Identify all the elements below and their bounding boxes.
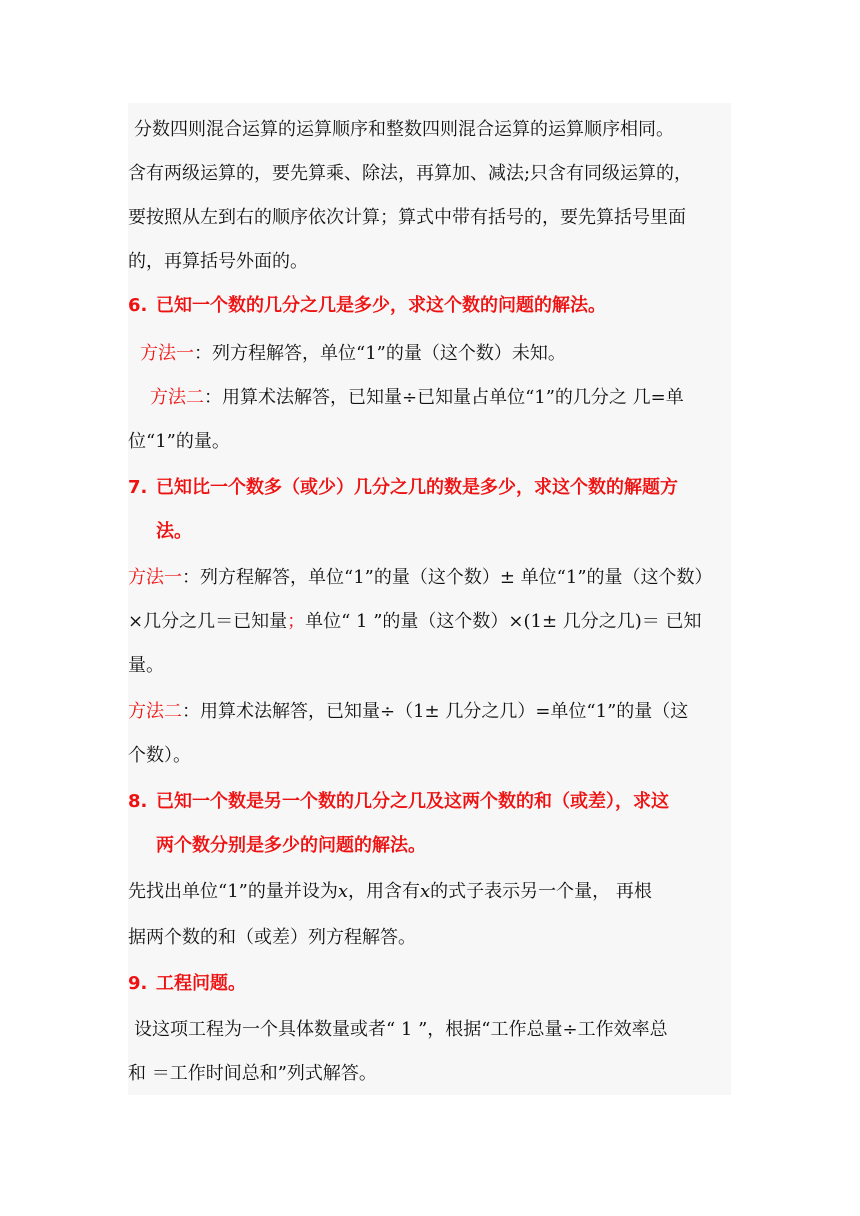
paragraph-line <box>128 877 731 907</box>
section-heading-7 <box>128 473 731 503</box>
method-text: ：用算术法解答，已知量÷（1± 几分之几）=单位“1”的量（这 <box>182 701 689 722</box>
method-label: 方法二 <box>128 701 182 722</box>
method-label: 方法一 <box>128 567 182 588</box>
paragraph-line: 含有两级运算的，要先算乘、除法，再算加、减法;只含有同级运算的， <box>128 163 693 184</box>
section-title-continued: 两个数分别是多少的问题的解法。 <box>156 835 426 856</box>
method-text: ：列方程解答，单位“1”的量（这个数）± 单位“1”的量（这个数） <box>182 567 713 588</box>
section-number: 6. <box>128 295 148 316</box>
method-text: ：列方程解答，单位“1”的量（这个数）未知。 <box>194 343 566 364</box>
section-heading-9 <box>128 969 731 999</box>
text: ，用含有 <box>348 881 421 902</box>
method-line-continued: 量。 <box>128 655 164 676</box>
document-page <box>128 103 731 1095</box>
method-label: 方法一 <box>140 343 194 364</box>
method-line <box>128 563 731 593</box>
paragraph-line: 设这项工程为一个具体数量或者“ 1 ”，根据“工作总量÷工作效率总 <box>134 1019 668 1040</box>
variable: x <box>337 881 349 902</box>
paragraph-line: 和 ＝工作时间总和”列式解答。 <box>128 1063 377 1084</box>
method-text: ×几分之几＝已知量 <box>128 611 288 632</box>
method-line-continued: 位“1”的量。 <box>128 431 230 452</box>
method-line <box>140 339 743 369</box>
section-number: 8. <box>128 791 148 812</box>
method-line-continued <box>128 607 731 637</box>
text: 的式子表示另一个量， 再根 <box>430 881 652 902</box>
section-number: 9. <box>128 973 148 994</box>
paragraph-line: 分数四则混合运算的运算顺序和整数四则混合运算的运算顺序相同。 <box>134 119 674 140</box>
method-line <box>128 697 731 727</box>
method-label: 方法二 <box>150 387 204 408</box>
method-text: 单位“ 1 ”的量（这个数）×(1± 几分之几)＝ 已知 <box>305 611 702 632</box>
paragraph-line: 要按照从左到右的顺序依次计算；算式中带有括号的，要先算括号里面 <box>128 207 686 228</box>
method-line <box>150 383 753 413</box>
section-title: 已知一个数的几分之几是多少，求这个数的问题的解法。 <box>156 295 606 316</box>
section-heading-6 <box>128 291 731 321</box>
text: 先找出单位“1”的量并设为 <box>128 881 338 902</box>
section-title: 已知一个数是另一个数的几分之几及这两个数的和（或差），求这 <box>156 791 669 812</box>
section-title: 工程问题。 <box>156 973 246 994</box>
paragraph-line: 据两个数的和（或差）列方程解答。 <box>128 927 416 948</box>
paragraph-line: 的，再算括号外面的。 <box>128 251 308 272</box>
method-line-continued: 个数）。 <box>128 745 191 766</box>
section-title-continued: 法。 <box>156 521 192 542</box>
section-title: 已知比一个数多（或少）几分之几的数是多少，求这个数的解题方 <box>156 477 678 498</box>
variable: x <box>420 881 431 902</box>
method-text: ：用算术法解答，已知量÷已知量占单位“1”的几分之 几=单 <box>204 387 684 408</box>
section-heading-8 <box>128 787 731 817</box>
section-number: 7. <box>128 477 148 498</box>
separator: ； <box>287 611 306 632</box>
